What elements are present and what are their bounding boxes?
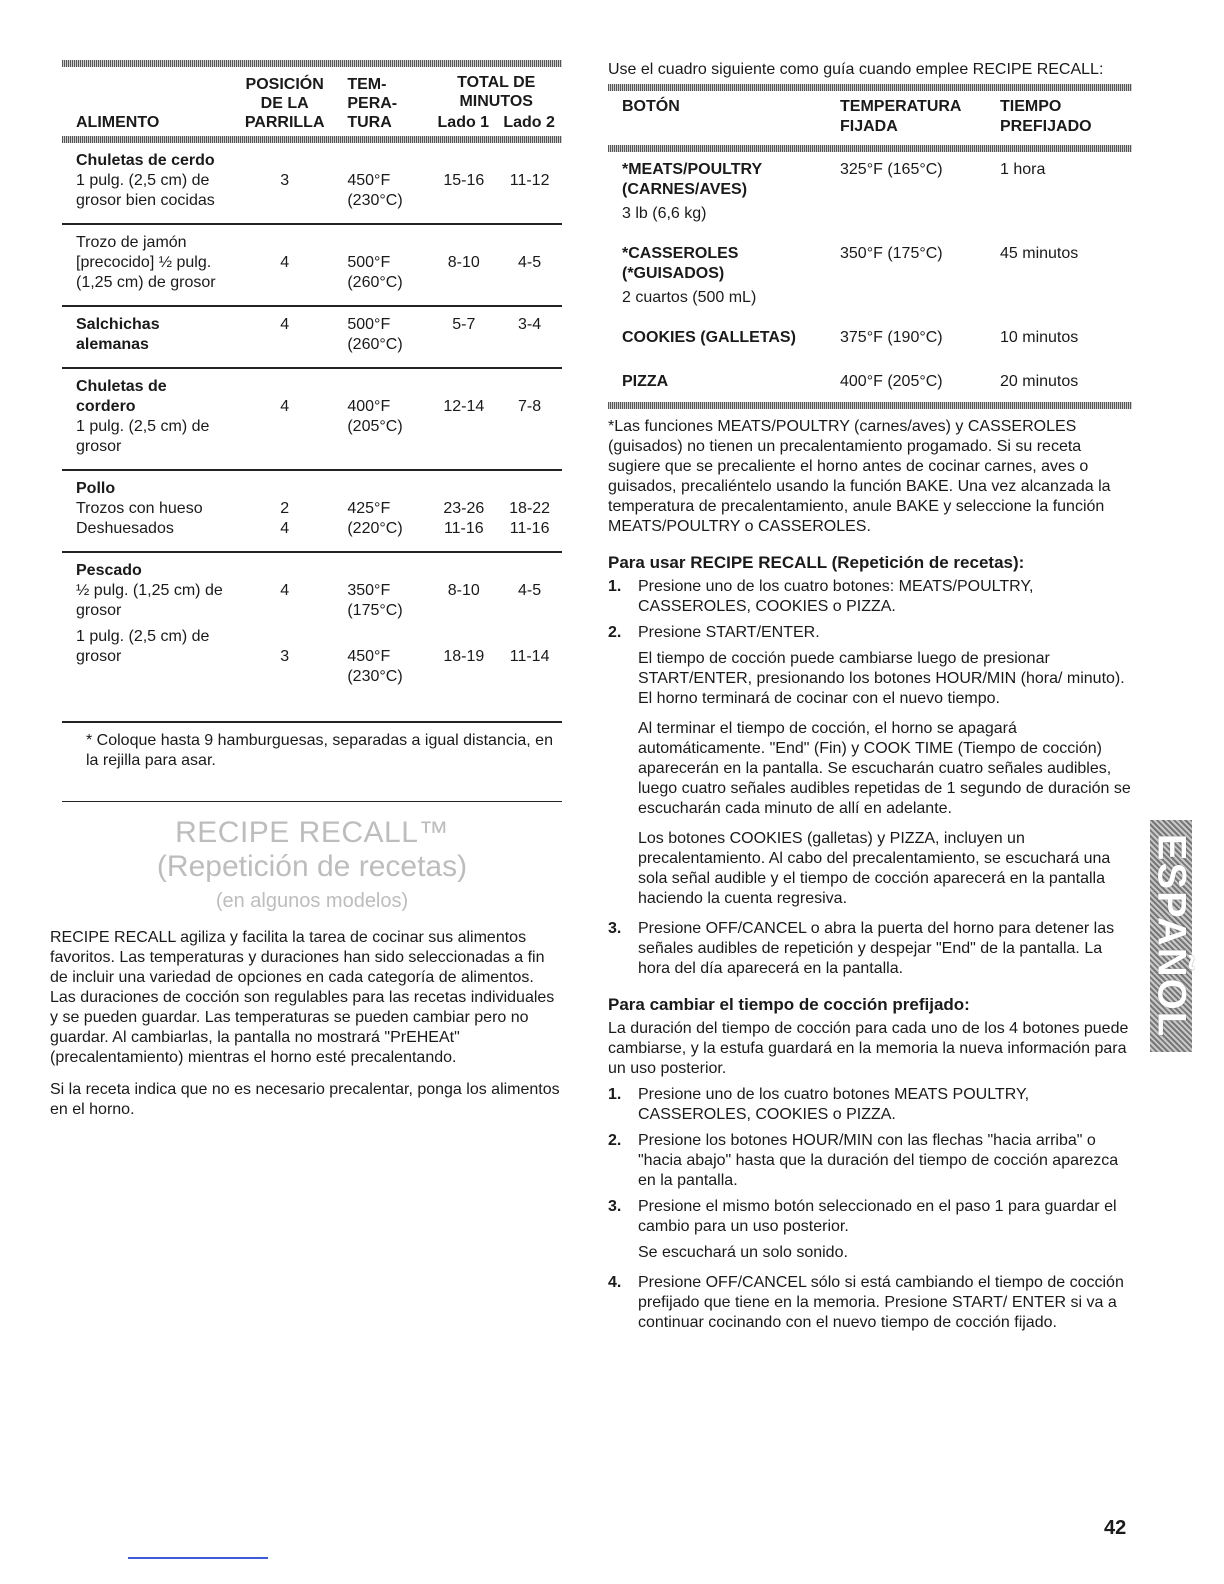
table-row: Trozo de jamón [precocido] ½ pulg. (1,25 cm) de grosor 4 500°F (260°C) 8-10 4-5 — [62, 224, 562, 306]
recipe-recall-title: RECIPE RECALL™ — [175, 816, 449, 849]
header-button: BOTÓN — [622, 98, 680, 115]
list-item: 3. Presione el mismo botón seleccionado en el paso 1 para guardar el cambio para un uso posterior. — [608, 1198, 1117, 1235]
bottom-link-rule — [128, 1557, 268, 1559]
header-set-temp: TEMPERATURA FIJADA — [840, 98, 961, 135]
table-row: *CASSEROLES (*GUISADOS) 350°F (175°C) 45 minutos — [622, 245, 1079, 282]
header-side1: Lado 1 — [437, 114, 490, 131]
broil-table — [62, 67, 562, 723]
broil-footnote: * Coloque hasta 9 hamburguesas, separadas a igual distancia, en la rejilla para asar. — [86, 732, 553, 769]
step-note: Se escuchará un solo sonido. — [638, 1244, 848, 1261]
list-item: 4. Presione OFF/CANCEL sólo si está cambiando el tiempo de cocción prefijado que tiene en la memoria. Presione START/ ENTER si va a continuar cocinando con el nuevo tiempo de cocción fijado. — [608, 1274, 1124, 1331]
table-row: Pollo Trozos con hueso Deshuesados 2 4 425°F (220°C) 23-26 11-16 18-22 11-16 — [62, 470, 562, 552]
header-temp: TEM- PERA- TURA — [347, 76, 398, 131]
left-column — [50, 60, 562, 1132]
recipe-recall-preheat-note: Si la receta indica que no es necesario precalentar, ponga los alimentos en el horno. — [50, 1081, 560, 1118]
page-number: 42 — [1104, 1517, 1127, 1539]
list-item: 2. Presione START/ENTER. — [608, 624, 820, 641]
header-total: TOTAL DE MINUTOS Lado 1 Lado 2 — [437, 74, 555, 131]
list-item: 3. Presione OFF/CANCEL o abra la puerta del horno para detener las señales audibles de repetición y despejar "End" de la pantalla. La hora del día aparecerá en la pantalla. — [608, 920, 1115, 977]
right-column — [608, 60, 1132, 1339]
table-intro: Use el cuadro siguiente como guía cuando emplee RECIPE RECALL: — [608, 61, 1104, 78]
recipe-recall-subtitle: (Repetición de recetas) — [156, 850, 468, 883]
table-row: *MEATS/POULTRY (CARNES/AVES) 325°F (165°C) 1 hora — [622, 161, 1046, 198]
table-row: PIZZA 400°F (205°C) 20 minutos — [622, 373, 1079, 390]
recipe-recall-intro: RECIPE RECALL agiliza y facilita la tarea de cocinar sus alimentos favoritos. Las temperaturas y duraciones han sido seleccionadas a fin de incluir una variedad de opciones en cada categoría de alimentos. Las duraciones de cocción son regulables para las recetas individuales y se pueden guardar. Las temperaturas se pueden cambiar pero no guardar. Al cambiarlas, la pantalla no mostrará "PrEHEAt" (precalentamiento) mientras el horno esté precalentando. — [50, 929, 555, 1066]
table-footnote: *Las funciones MEATS/POULTRY (carnes/aves) y CASSEROLES (guisados) no tienen un precalentamiento progamado. Si su receta sugiere que se precaliente el horno antes de cocinar carnes, aves o guisados, precaliéntelo usando la función BAKE. Una vez alcanzada la temperatura de precalentamiento, anule BAKE y seleccione la función MEATS/POULTRY o CASSEROLES. — [608, 418, 1111, 535]
change-intro: La duración del tiempo de cocción para cada uno de los 4 botones puede cambiarse, y la estufa guardará en la memoria la nueva información para un uso posterior. — [608, 1020, 1129, 1077]
step-note: El tiempo de cocción puede cambiarse luego de presionar START/ENTER, presionando los botones HOUR/MIN (hora/ minuto). El horno terminará de cocinar con el nuevo tiempo. — [638, 650, 1125, 707]
section-divider — [62, 801, 562, 802]
list-item: 1. Presione uno de los cuatro botones: MEATS/POULTRY, CASSEROLES, COOKIES o PIZZA. — [608, 578, 1034, 615]
table-row: Pescado ½ pulg. (1,25 cm) de grosor 1 pulg. (2,5 cm) de grosor 4 3 350°F (175°C) 450°F (230°C) 8-10 18-19 4-5 11-14 — [62, 552, 562, 722]
use-heading: Para usar RECIPE RECALL (Repetición de recetas): — [608, 553, 1025, 572]
table-row: Chuletas de cerdo 1 pulg. (2,5 cm) de grosor bien cocidas 3 450°F (230°C) 15-16 11-12 — [62, 143, 562, 224]
recipe-recall-models-note: (en algunos modelos) — [215, 890, 409, 912]
language-side-tab: ESPAÑOL — [1150, 820, 1192, 1052]
change-heading: Para cambiar el tiempo de cocción prefijado: — [608, 995, 970, 1014]
list-item: 1. Presione uno de los cuatro botones MEATS POULTRY, CASSEROLES, COOKIES o PIZZA. — [608, 1086, 1030, 1123]
table-top-rule — [62, 60, 562, 67]
header-preset-time: TIEMPO PREFIJADO — [1000, 98, 1092, 135]
recall-table-header — [608, 91, 1132, 141]
list-item: 2. Presione los botones HOUR/MIN con las flechas "hacia arriba" o "hacia abajo" hasta que la duración del tiempo de cocción aparezca en la pantalla. — [608, 1132, 1119, 1189]
step-note: Los botones COOKIES (galletas) y PIZZA, incluyen un precalentamiento. Al cabo del precalentamiento, se escuchará una sola señal audible y el tiempo de cocción aparecerá en la pantalla haciendo la cuenta regresiva. — [638, 830, 1111, 907]
broil-table-header — [62, 67, 562, 136]
table-row: COOKIES (GALLETAS) 375°F (190°C) 10 minutos — [622, 329, 1079, 346]
header-side2: Lado 2 — [503, 114, 555, 131]
header-rack: POSICIÓN DE LA PARRILLA — [244, 76, 325, 131]
recall-table: BOTÓN TEMPERATURA FIJADA TIEMPO PREFIJADO *MEATS/POULTRY (CARNES/AVES) 325°F (165°C) 1 hora 3 lb (6,6 kg) *CASSEROLES (*GUISADOS) 350°F (175°C) 45 minutos 2 cuartos (500 mL) COOKIES (GALLETAS) 375°F (190°C) 10 minutos PIZZA 400°F (205°C) 20 minutos — [608, 91, 1132, 409]
header-food: ALIMENTO — [76, 114, 160, 131]
table-row: Salchichas alemanas 4 500°F (260°C) 5-7 3-4 — [62, 306, 562, 368]
step-note: Al terminar el tiempo de cocción, el horno se apagará automáticamente. "End" (Fin) y COOK TIME (Tiempo de cocción) aparecerán en la pantalla. Se escucharán cuatro señales audibles, luego cuatro señales audibles repetidas de 1 segundo de duración se escucharán cada minuto de allí en adelante. — [638, 720, 1131, 817]
table-row: Chuletas de cordero 1 pulg. (2,5 cm) de grosor 4 400°F (205°C) 12-14 7-8 — [62, 368, 562, 470]
